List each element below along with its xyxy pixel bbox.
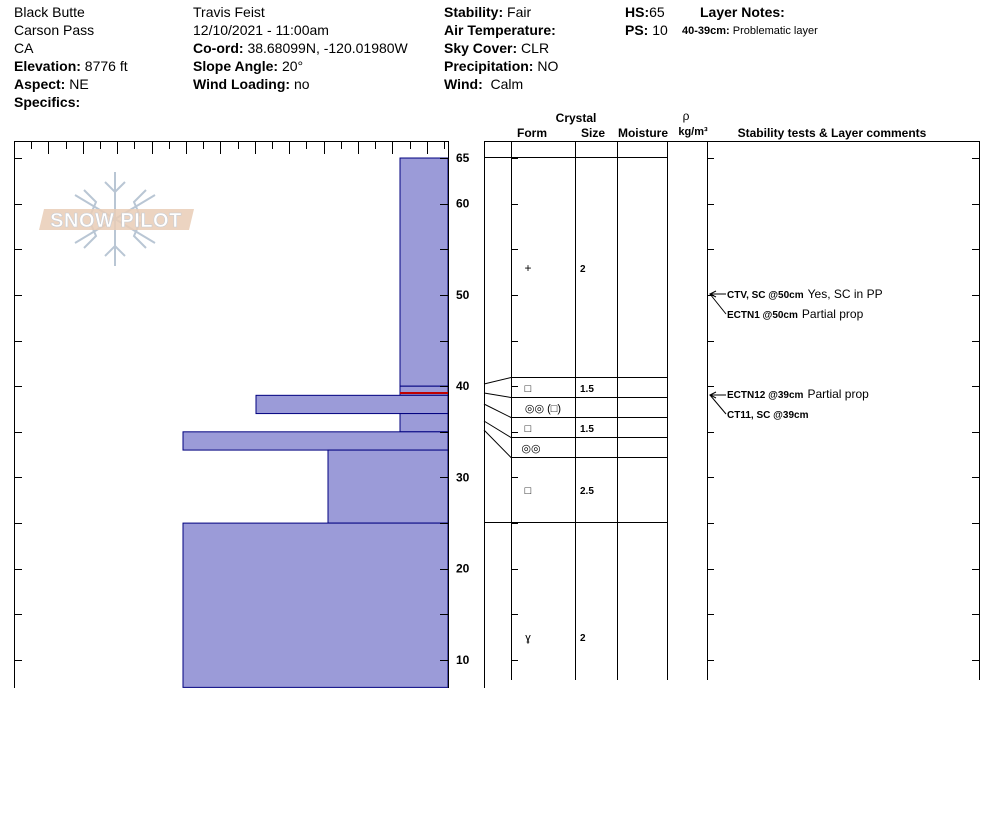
hardness-bar	[256, 395, 448, 413]
area-name: Carson Pass	[14, 22, 95, 38]
depth-label: 10	[456, 653, 470, 667]
layer-notes-label: Layer Notes:	[700, 4, 785, 20]
grain-size-1: 2	[580, 264, 586, 275]
hardness-bar	[183, 432, 448, 450]
hs-value: 65	[649, 4, 665, 20]
grain-size-4: 1.5	[580, 424, 594, 435]
grain-form-2: □	[524, 383, 532, 395]
test-row-2	[727, 307, 864, 321]
elevation-label: Elevation:	[14, 58, 81, 74]
density-unit-header: kg/m³	[678, 126, 708, 138]
test-row-3	[727, 387, 869, 401]
wind-loading-label: Wind Loading:	[193, 76, 291, 92]
coord-label: Co-ord:	[193, 40, 244, 56]
observer-name: Travis Feist	[193, 4, 265, 20]
depth-label: 50	[456, 287, 470, 302]
test-label-3: ECTN12 @39cm	[727, 390, 804, 401]
test-pointer-line	[710, 294, 726, 314]
moisture-header: Moisture	[617, 126, 669, 140]
test-pointer-line	[710, 395, 726, 414]
test-label-4: CT11, SC @39cm	[727, 410, 809, 421]
depth-label: 60	[456, 196, 470, 211]
column-headers	[517, 109, 927, 140]
ps-label: PS:	[625, 22, 649, 38]
depth-label: 30	[456, 470, 470, 485]
tests-header: Stability tests & Layer comments	[737, 126, 927, 140]
grain-form-3: ◎◎ (□)	[524, 403, 562, 415]
air-temp-label: Air Temperature:	[444, 22, 556, 38]
stability-tests	[710, 291, 726, 414]
hardness-bar	[183, 523, 448, 687]
depth-label: 40	[456, 379, 470, 394]
test-row-1	[727, 287, 883, 301]
wind-loading-value: no	[293, 76, 310, 92]
test-comment-2: Partial prop	[801, 307, 864, 321]
aspect-value: NE	[69, 76, 89, 92]
aspect-label: Aspect:	[14, 76, 66, 92]
hardness-bar	[328, 450, 448, 523]
depth-label: 65	[456, 151, 470, 166]
ps-value: 10	[652, 22, 668, 38]
layer-note-range: 40-39cm:	[682, 25, 730, 37]
grain-size-6: 2.5	[580, 486, 594, 497]
coord-value: 38.68099N, -120.01980W	[247, 40, 408, 56]
logo-text: SNOW PILOT	[50, 210, 182, 232]
rho-header: ρ	[682, 109, 690, 123]
grain-form-4: □	[524, 423, 532, 435]
slope-label: Slope Angle:	[193, 58, 279, 74]
grain-form-7: ɣ	[525, 632, 531, 644]
precip-label: Precipitation:	[444, 58, 534, 74]
grain-size-2: 1.5	[580, 384, 594, 395]
wind-label: Wind:	[444, 76, 483, 92]
grain-size-7: 2	[580, 633, 586, 644]
depth-label: 20	[456, 561, 470, 576]
crystal-header: Crystal	[555, 111, 597, 125]
grain-form-6: □	[524, 485, 532, 497]
hardness-profile	[183, 158, 448, 687]
sky-value: CLR	[521, 40, 550, 56]
test-label-2: ECTN1 @50cm	[727, 310, 798, 321]
location-name: Black Butte	[14, 4, 85, 20]
test-comment-3: Partial prop	[807, 387, 869, 401]
grain-form-5: ◎◎	[521, 443, 541, 455]
sky-label: Sky Cover:	[444, 40, 518, 56]
state-name: CA	[14, 40, 34, 56]
hardness-bar	[400, 414, 448, 432]
layer-cells	[521, 261, 594, 644]
stability-value: Fair	[507, 4, 532, 20]
slope-value: 20°	[281, 58, 304, 74]
snowpilot-logo	[39, 172, 194, 266]
stability-label: Stability:	[444, 4, 504, 20]
test-comment-1: Yes, SC in PP	[807, 287, 883, 301]
test-label-1: CTV, SC @50cm	[727, 290, 804, 301]
elevation-value: 8776 ft	[84, 58, 128, 74]
form-header: Form	[517, 126, 547, 140]
observation-datetime: 12/10/2021 - 11:00am	[193, 22, 329, 38]
hs-label: HS:	[625, 4, 650, 20]
layer-note-text: Problematic layer	[732, 25, 818, 37]
precip-value: NO	[537, 58, 559, 74]
grain-form-1: +	[524, 261, 532, 275]
wind-value: Calm	[490, 76, 524, 92]
hardness-bar	[400, 158, 448, 386]
hardness-scale-ticks	[15, 141, 445, 154]
specifics-label: Specifics:	[14, 94, 81, 110]
test-row-4	[727, 410, 809, 421]
size-header: Size	[580, 126, 606, 140]
